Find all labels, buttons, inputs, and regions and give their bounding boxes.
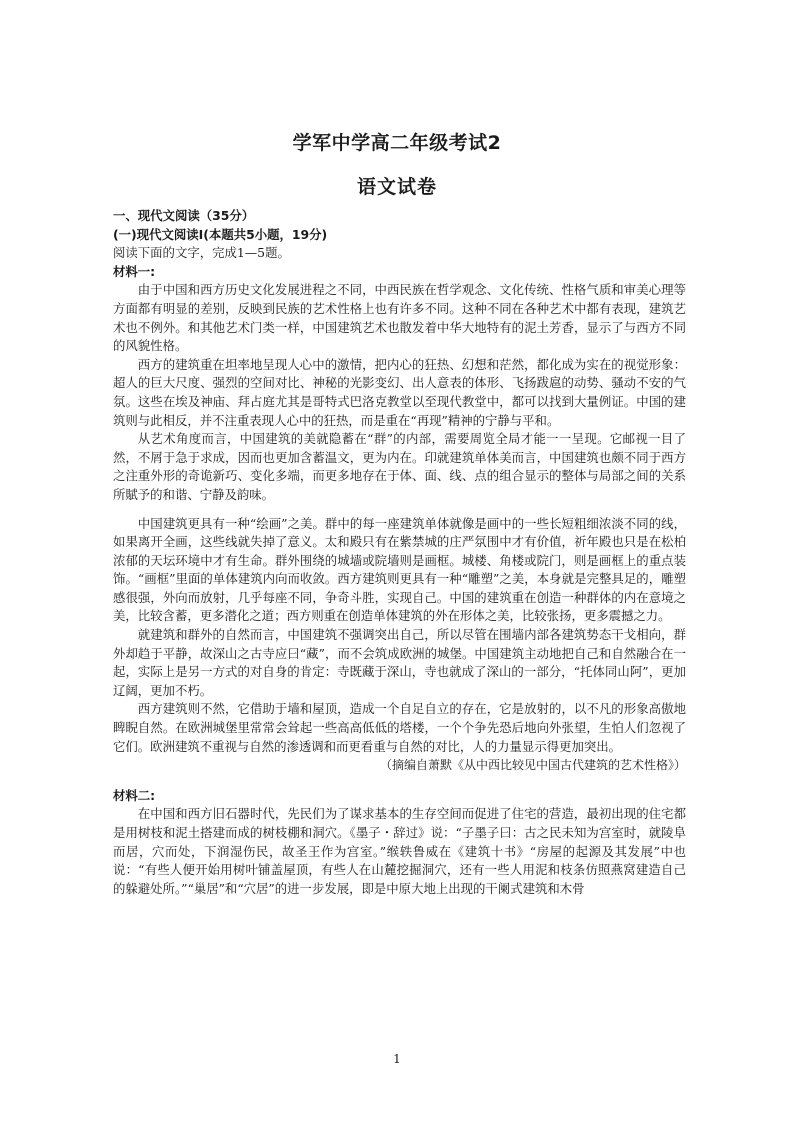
material-1-paragraph: 从艺术角度而言，中国建筑的美就隐蓄在“群”的内部，需要周览全局才能一一呈现。它邮视一目了然，不屑于急于求成，因而也更加含蓄温文，更为内在。印就建筑单体美而言，中国建筑也颇不同于西方之注重外形的奇诡新巧、变化多端，而更多地存在于体、面、线、点的组合显示的整体与局部之间的关系所賦予的和谐、宁静及韵味。: [113, 431, 686, 502]
reading-instruction: 阅读下面的文字，完成1—5题。: [113, 245, 290, 261]
material-1-label: 材料一:: [113, 263, 156, 279]
exam-title: 学军中学高二年级考试2: [292, 132, 502, 154]
material-1-paragraph: 就建筑和群外的自然而言，中国建筑不强调突出自己，所以尽管在围墙内部各建筑势态干戈相向，群外却趋于平静，故深山之古寺应曰“藏”，而不会筑成欧洲的城堡。中国建筑主动地把自己和自然融合在一起，实际上是另一方式的对自身的肯定：寺既藏于深山，寺也就成了深山的一部分，“托体同山阿”，更加辽阔，更加不朽。: [113, 627, 686, 698]
page-number: 1: [393, 1052, 401, 1066]
material-1-paragraph: 由于中国和西方历史文化发展进程之不同，中西民族在哲学观念、文化传统、性格气质和审美心理等方面都有明显的差别，反映到民族的艺术性格上也有许多不同。这种不同在各种艺术中都有表现，建筑艺术也不例外。和其他艺术门类一样，中国建筑艺术也散发着中华大地特有的泥土芳香，显示了与西方不同的风貌性格。: [113, 282, 686, 354]
material-1-paragraph: 中国建筑更具有一种“绘画”之美。群中的每一座建筑单体就像是画中的一些长短粗细浓淡不同的线，如果离开全画，这些线就失掉了意义。太和殿只有在紫禁城的庄严氛围中才有价值，祈年殿也只是在松柏浓郁的天坛环境中才有生命。群外围绕的城墙或院墙则是画框。城楼、角楼或院门，则是画框上的重点装饰。“画框”里面的单体建筑内向而收敛。西方建筑则更具有一种“雕塑”之美，本身就是完整具足的，雕塑感很强，外向而放射，几乎每座不同，争奇斗胜，实现自己。中国的建筑重在创造一种群体的内在意境之美，比较含蓄，更多潜化之道；西方则重在创造单体建筑的外在形体之美，比较张扬，更多震撼之力。: [113, 515, 686, 624]
section-subheading: (一)现代文阅读Ⅰ(本题共5小题，19分): [113, 226, 328, 242]
exam-content: [113, 207, 686, 898]
material-1-paragraph: 西方的建筑重在坦率地呈现人心中的激情，把内心的狂热、幻想和茫然，都化成为实在的视觉形象：超人的巨大尺度、强烈的空间对比、神秘的光影变幻、出人意表的体形、飞扬跋扈的动势、骚动不安的气氛。这些在埃及神庙、拜占庭尤其是哥特式巴洛克教堂以至现代教堂中，都可以找到大量例证。中国的建筑则与此相反，并不注重表现人心中的狂热，而是重在“再现”精神的宁静与平和。: [113, 356, 686, 428]
section-heading: 一、现代文阅读（35分）: [113, 208, 255, 223]
material-1-paragraph: 西方建筑则不然，它借助于墙和屋顶，造成一个自足自立的存在，它是放射的，以不凡的形象高傲地睥睨自然。在欧洲城堡里常常会耸起一些高高低低的塔楼，一个个争先恐后地向外张望，生怕人们忽视了它们。欧洲建筑不重视与自然的渗透调和而更看重与自然的对比，人的力量显示得更加突出。: [113, 701, 686, 754]
paper-title: 语文试卷: [356, 176, 437, 198]
material-2-paragraph: 在中国和西方旧石器时代，先民们为了谋求基本的生存空间而促进了住宅的营造，最初出现的住宅都是用树枝和泥土搭建而成的树枝棚和洞穴。《墨子・辞过》说：“子墨子曰：古之民未知为宫室时，就陵阜而居，穴而处，下润湿伤民，故圣王作为宫室。”缑轶鲁威在《建筑十书》“房屋的起源及其发展”中也说：“有些人便开始用树叶铺盖屋顶，有些人在山麓挖掘洞穴，还有一些人用泥和枝条仿照燕窝建造自己的躲避处所。”“巢居”和“穴居”的进一步发展，即是中原大地上出现的干阑式建筑和木骨: [113, 806, 686, 896]
material-1-source: （摘编自萧默《从中西比较见中国古代建筑的艺术性格》）: [379, 758, 686, 773]
material-2-label: 材料二:: [113, 787, 156, 803]
